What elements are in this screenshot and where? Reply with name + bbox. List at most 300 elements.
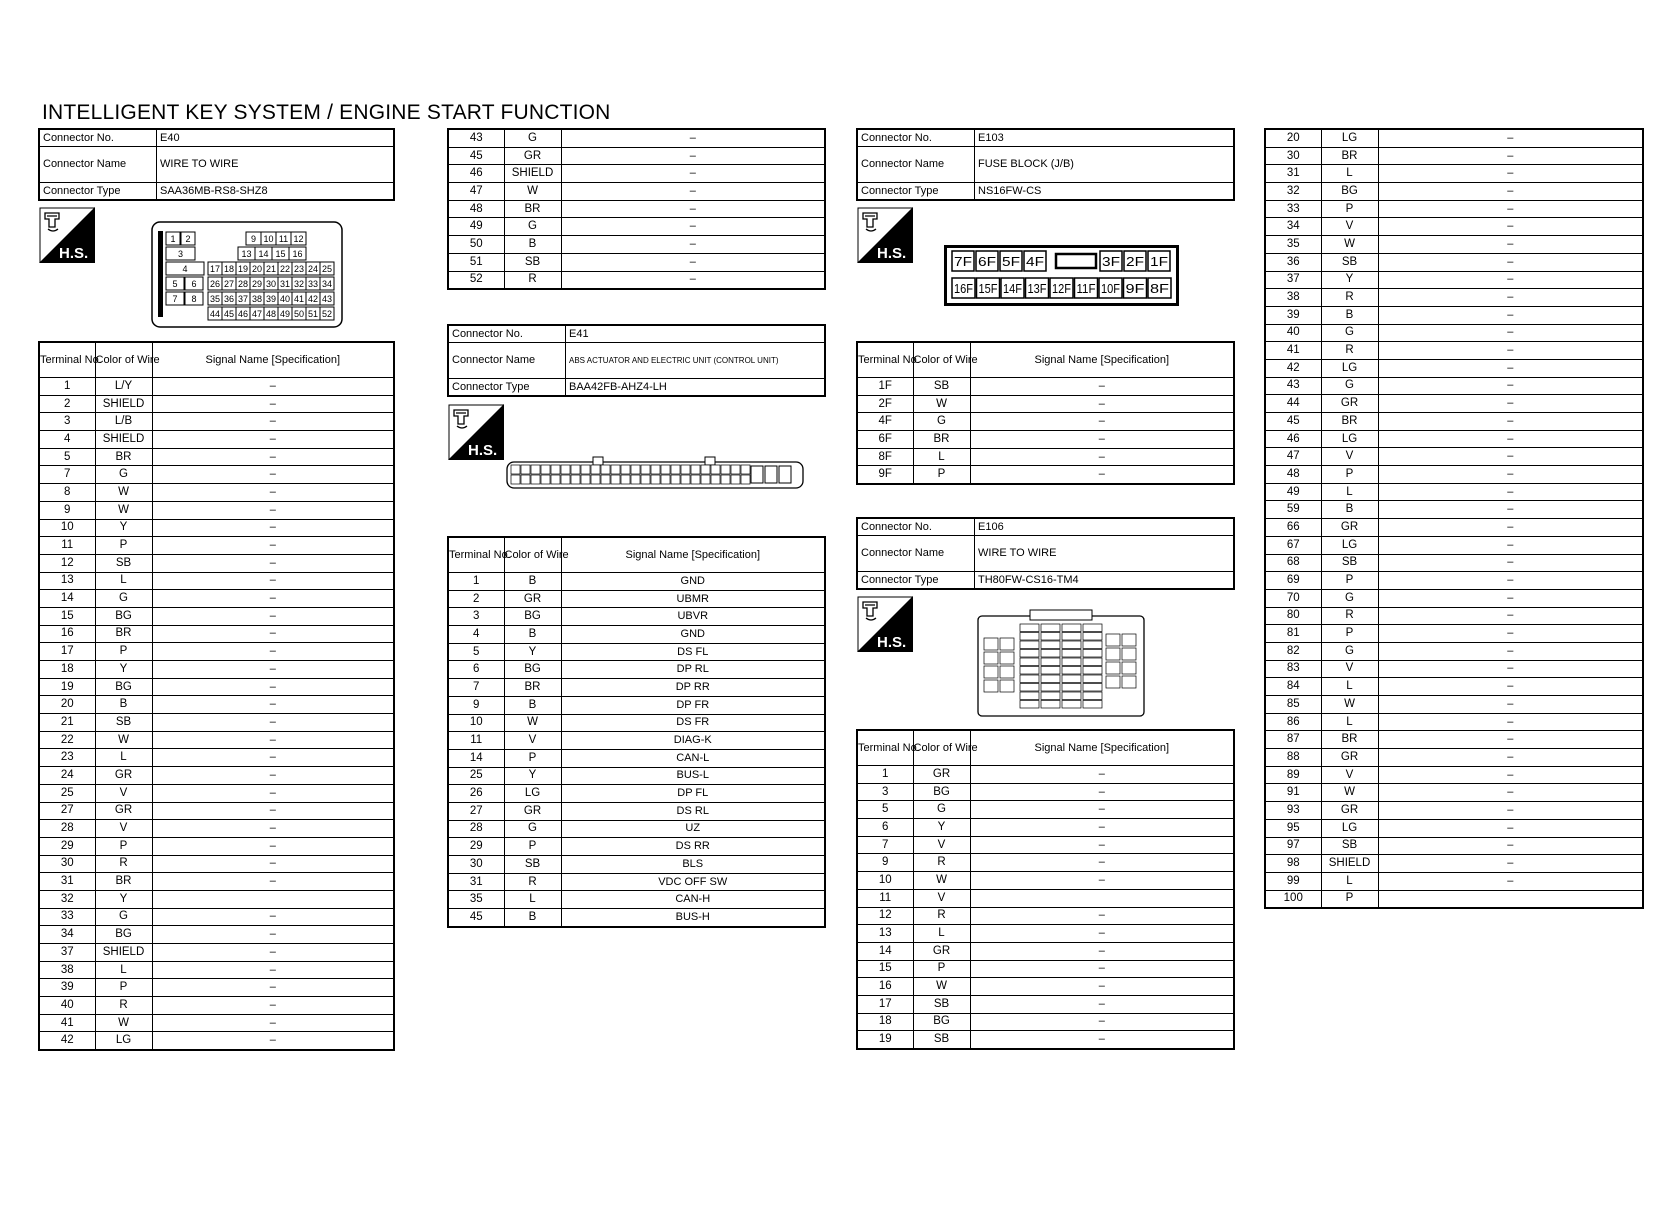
signal-name-cell: – [1378, 855, 1643, 873]
wire-color-cell: W [95, 731, 152, 749]
connector-pin [1106, 648, 1120, 660]
signal-name-cell: – [152, 661, 394, 679]
table-row [448, 271, 825, 289]
terminal-no-cell: 81 [1265, 625, 1321, 643]
table-row [1265, 218, 1643, 236]
connector-pin [1106, 662, 1120, 674]
terminal-no-cell: 84 [1265, 678, 1321, 696]
signal-name-cell: – [152, 802, 394, 820]
terminal-no-header: Terminal No. [857, 730, 913, 766]
pin-label: 12 [293, 234, 304, 244]
pin-label: 7 [172, 294, 178, 304]
connector-name-label: Connector Name [857, 536, 975, 572]
terminal-no-cell: 91 [1265, 784, 1321, 802]
harness-side-icon [39, 207, 95, 263]
wire-color-cell: V [1321, 448, 1378, 466]
wire-color-cell: R [504, 271, 561, 289]
signal-name-cell: – [1378, 607, 1643, 625]
wire-color-cell: V [95, 820, 152, 838]
pin-label: 13 [241, 249, 252, 259]
wire-color-cell: BR [95, 873, 152, 891]
signal-name-cell: – [970, 836, 1234, 854]
terminal-no-cell: 4F [857, 413, 913, 431]
connector-no-label: Connector No. [448, 325, 566, 343]
table-row [1265, 572, 1643, 590]
table-row [857, 836, 1234, 854]
signal-name-cell: – [561, 129, 825, 147]
wire-color-cell: GR [504, 802, 561, 820]
terminal-no-cell: 47 [1265, 448, 1321, 466]
wire-color-header: Color of Wire [504, 537, 561, 573]
signal-name-cell: – [152, 855, 394, 873]
terminal-no-cell: 69 [1265, 572, 1321, 590]
signal-name-cell: – [970, 448, 1234, 466]
pin-label: 1 [170, 234, 176, 244]
connector-pin [1083, 650, 1102, 658]
pin-label: 35 [209, 294, 221, 304]
terminal-no-cell: 33 [1265, 200, 1321, 218]
terminal-no-header: Terminal No. [857, 342, 913, 378]
signal-name-cell: – [1378, 324, 1643, 342]
connector-info-e103 [856, 128, 1235, 201]
terminal-no-cell: 2F [857, 395, 913, 413]
terminal-no-cell: 10 [448, 714, 504, 732]
signal-name-cell: – [152, 731, 394, 749]
terminal-no-cell: 82 [1265, 642, 1321, 660]
table-row [1265, 377, 1643, 395]
connector-pin [511, 475, 520, 484]
table-row [448, 661, 825, 679]
wire-color-cell: BG [95, 678, 152, 696]
table-row [1265, 342, 1643, 360]
wire-color-cell: P [95, 643, 152, 661]
table-row [39, 607, 394, 625]
signal-name-cell: – [970, 395, 1234, 413]
terminal-no-cell: 9 [448, 696, 504, 714]
terminal-no-cell: 13 [39, 572, 95, 590]
signal-name-cell: DS RR [561, 838, 825, 856]
connector-pin [1122, 662, 1136, 674]
terminal-no-cell: 21 [39, 714, 95, 732]
connector-no-label: Connector No. [39, 129, 157, 147]
terminal-no-cell: 29 [39, 837, 95, 855]
terminal-no-cell: 9F [857, 466, 913, 484]
table-row [1265, 660, 1643, 678]
pin-label: 48 [265, 309, 277, 319]
terminal-table-e103 [856, 341, 1235, 485]
pin-label: 12F [1052, 281, 1072, 296]
connector-no-label: Connector No. [857, 518, 975, 536]
terminal-table-e41 [447, 536, 826, 928]
harness-side-icon [448, 404, 504, 460]
table-row [1265, 642, 1643, 660]
pin-label: 31 [279, 279, 291, 289]
wire-color-cell: SB [95, 714, 152, 732]
terminal-no-cell: 33 [39, 908, 95, 926]
table-row [39, 926, 394, 944]
table-row [857, 854, 1234, 872]
signal-name-cell: – [1378, 572, 1643, 590]
signal-name-cell: DP FL [561, 785, 825, 803]
signal-name-cell: – [152, 431, 394, 449]
table-row [448, 129, 825, 147]
terminal-no-cell: 12 [39, 554, 95, 572]
connector-type-value: SAA36MB-RS8-SHZ8 [157, 183, 395, 201]
terminal-no-cell: 30 [1265, 147, 1321, 165]
signal-name-cell: – [152, 448, 394, 466]
table-row [1265, 359, 1643, 377]
terminal-no-cell: 6F [857, 431, 913, 449]
wire-color-cell: P [913, 960, 970, 978]
wire-color-cell: Y [95, 519, 152, 537]
connector-name-label: Connector Name [39, 147, 157, 183]
terminal-no-cell: 10 [857, 872, 913, 890]
signal-name-cell: DS FR [561, 714, 825, 732]
table-row [1265, 253, 1643, 271]
pin-label: 30 [265, 279, 277, 289]
wire-color-cell: L [95, 749, 152, 767]
terminal-no-cell: 40 [39, 997, 95, 1015]
table-row [39, 431, 394, 449]
wire-color-cell: P [1321, 625, 1378, 643]
table-row [1265, 165, 1643, 183]
table-row [39, 997, 394, 1015]
signal-name-cell: – [1378, 713, 1643, 731]
signal-name-header: Signal Name [Specification] [561, 537, 825, 573]
table-row [39, 678, 394, 696]
terminal-no-cell: 46 [448, 165, 504, 183]
signal-name-cell: – [1378, 253, 1643, 271]
signal-name-cell: DP RL [561, 661, 825, 679]
terminal-no-cell: 80 [1265, 607, 1321, 625]
table-row [1265, 483, 1643, 501]
terminal-no-cell: 36 [1265, 253, 1321, 271]
signal-name-cell: – [152, 413, 394, 431]
signal-name-header: Signal Name [Specification] [970, 342, 1234, 378]
terminal-no-cell: 19 [857, 1031, 913, 1049]
terminal-no-cell: 37 [1265, 271, 1321, 289]
signal-name-cell: – [152, 979, 394, 997]
connector-pin [661, 465, 670, 474]
terminal-no-cell: 45 [448, 909, 504, 927]
signal-name-cell: – [152, 1032, 394, 1050]
table-row [39, 1014, 394, 1032]
terminal-no-cell: 23 [39, 749, 95, 767]
pin-label: 2 [185, 234, 191, 244]
signal-name-cell: – [970, 819, 1234, 837]
connector-pin [1041, 692, 1060, 700]
table-row [448, 200, 825, 218]
terminal-no-cell: 27 [448, 802, 504, 820]
terminal-no-cell: 5 [448, 643, 504, 661]
terminal-no-cell: 3 [448, 608, 504, 626]
pin-label: 33 [307, 279, 319, 289]
terminal-no-cell: 86 [1265, 713, 1321, 731]
connector-pin [541, 475, 550, 484]
signal-name-cell: – [152, 643, 394, 661]
e40-connector-face [150, 220, 345, 330]
pin-label: 15F [978, 281, 998, 296]
signal-name-cell: VDC OFF SW [561, 873, 825, 891]
signal-name-cell: – [152, 749, 394, 767]
connector-no-label: Connector No. [857, 129, 975, 147]
table-row [448, 573, 825, 591]
connector-pin [521, 475, 530, 484]
wire-color-cell: W [95, 484, 152, 502]
connector-pin [631, 475, 640, 484]
table-row [857, 995, 1234, 1013]
terminal-no-cell: 27 [39, 802, 95, 820]
terminal-no-cell: 7 [39, 466, 95, 484]
signal-name-cell: – [152, 837, 394, 855]
terminal-no-cell: 31 [1265, 165, 1321, 183]
signal-name-cell: – [1378, 377, 1643, 395]
signal-name-cell: – [970, 995, 1234, 1013]
wire-color-cell: V [913, 889, 970, 907]
terminal-no-cell: 47 [448, 183, 504, 201]
terminal-no-cell: 66 [1265, 519, 1321, 537]
connector-pin [651, 475, 660, 484]
wire-color-cell: B [504, 573, 561, 591]
wire-color-cell: BG [95, 926, 152, 944]
wire-color-cell: L/Y [95, 378, 152, 396]
terminal-no-cell: 29 [448, 838, 504, 856]
wire-color-cell: P [95, 537, 152, 555]
connector-name-value: ABS ACTUATOR AND ELECTRIC UNIT (CONTROL UNIT) [566, 343, 826, 379]
signal-name-cell: – [970, 1013, 1234, 1031]
signal-name-cell: – [1378, 837, 1643, 855]
wire-color-cell: G [95, 908, 152, 926]
signal-name-cell: – [1378, 289, 1643, 307]
signal-name-cell: – [152, 501, 394, 519]
signal-name-cell: – [1378, 483, 1643, 501]
connector-pin [1041, 667, 1060, 675]
signal-name-cell: – [561, 200, 825, 218]
signal-name-cell: – [1378, 731, 1643, 749]
terminal-no-cell: 11 [857, 889, 913, 907]
wire-color-cell: L [1321, 872, 1378, 890]
terminal-no-cell: 42 [1265, 359, 1321, 377]
connector-pin [1020, 701, 1039, 709]
terminal-no-cell: 18 [39, 661, 95, 679]
table-row [39, 749, 394, 767]
table-row [448, 838, 825, 856]
connector-pin [1062, 667, 1081, 675]
wire-color-cell: SHIELD [95, 944, 152, 962]
pin-label: 4F [1026, 254, 1045, 269]
connector-pin [1122, 676, 1136, 688]
connector-pin [1041, 701, 1060, 709]
signal-name-cell: – [561, 147, 825, 165]
pin-label: 10 [263, 234, 274, 244]
connector-name-value: WIRE TO WIRE [975, 536, 1235, 572]
wire-color-cell: GR [913, 942, 970, 960]
connector-pin [741, 465, 750, 474]
terminal-no-cell: 43 [448, 129, 504, 147]
terminal-no-cell: 16 [857, 978, 913, 996]
connector-pin [1122, 634, 1136, 646]
table-row [39, 767, 394, 785]
table-row [857, 431, 1234, 449]
wire-color-cell: Y [1321, 271, 1378, 289]
table-row [39, 908, 394, 926]
table-row [39, 466, 394, 484]
table-row [1265, 802, 1643, 820]
terminal-no-cell: 59 [1265, 501, 1321, 519]
pin-label: 49 [279, 309, 291, 319]
pin-label: 8 [191, 294, 197, 304]
terminal-no-cell: 24 [39, 767, 95, 785]
table-row [39, 979, 394, 997]
wire-color-cell: BG [95, 607, 152, 625]
table-row [39, 961, 394, 979]
connector-pin [1020, 658, 1039, 666]
signal-name-cell: – [970, 942, 1234, 960]
connector-pin [1106, 676, 1120, 688]
terminal-no-cell: 45 [1265, 413, 1321, 431]
terminal-no-cell: 34 [1265, 218, 1321, 236]
pin-label: 36 [223, 294, 235, 304]
signal-name-cell: – [152, 554, 394, 572]
connector-pin [621, 475, 630, 484]
pin-label: 52 [321, 309, 333, 319]
table-row [448, 820, 825, 838]
wire-color-cell: SHIELD [95, 431, 152, 449]
connector-pin [1000, 652, 1014, 664]
connector-pin [1083, 658, 1102, 666]
connector-pin [1020, 692, 1039, 700]
wire-color-cell: W [913, 395, 970, 413]
pin-label: 37 [237, 294, 249, 304]
signal-name-header: Signal Name [Specification] [152, 342, 394, 378]
signal-name-cell: – [1378, 413, 1643, 431]
connector-pin [1083, 624, 1102, 632]
signal-name-cell: – [970, 960, 1234, 978]
signal-name-cell: – [1378, 236, 1643, 254]
wire-color-cell: L [1321, 713, 1378, 731]
pin-label: 45 [223, 309, 235, 319]
terminal-no-cell: 8 [39, 484, 95, 502]
connector-no-value: E40 [157, 129, 395, 147]
terminal-no-cell: 6 [448, 661, 504, 679]
signal-name-cell: – [152, 607, 394, 625]
wire-color-cell: BG [504, 661, 561, 679]
pin-label: 8F [1150, 281, 1170, 296]
terminal-no-cell: 16 [39, 625, 95, 643]
connector-pin [1000, 680, 1014, 692]
signal-name-cell: – [970, 872, 1234, 890]
terminal-no-cell: 48 [1265, 466, 1321, 484]
wire-color-cell: L [1321, 678, 1378, 696]
terminal-no-cell: 50 [448, 236, 504, 254]
wire-color-cell: BR [1321, 413, 1378, 431]
connector-pin [1000, 638, 1014, 650]
wire-color-cell: B [504, 626, 561, 644]
wire-color-cell: BR [504, 200, 561, 218]
connector-pin [571, 465, 580, 474]
wire-color-cell: SB [913, 1031, 970, 1049]
table-row [448, 749, 825, 767]
wire-color-cell: SB [1321, 837, 1378, 855]
connector-pin [1083, 692, 1102, 700]
table-row [448, 785, 825, 803]
connector-pin [721, 475, 730, 484]
wire-color-cell: L/B [95, 413, 152, 431]
signal-name-cell: – [1378, 147, 1643, 165]
wire-color-cell: P [95, 837, 152, 855]
table-row [39, 714, 394, 732]
pin-label: 1F [1150, 254, 1169, 269]
connector-type-label: Connector Type [857, 183, 975, 201]
connector-pin [1041, 641, 1060, 649]
connector-pin [601, 475, 610, 484]
wire-color-cell: GR [1321, 395, 1378, 413]
wire-color-cell: P [95, 979, 152, 997]
terminal-no-cell: 1 [39, 378, 95, 396]
terminal-no-cell: 67 [1265, 536, 1321, 554]
table-row [39, 643, 394, 661]
connector-pin [1062, 650, 1081, 658]
terminal-no-cell: 19 [39, 678, 95, 696]
pin-label: 16F [954, 281, 974, 296]
wire-color-cell: BR [1321, 147, 1378, 165]
connector-pin [591, 465, 600, 474]
connector-pin [1083, 641, 1102, 649]
signal-name-cell: – [152, 997, 394, 1015]
table-row [1265, 466, 1643, 484]
table-row [1265, 430, 1643, 448]
table-row [1265, 519, 1643, 537]
wire-color-cell: LG [1321, 536, 1378, 554]
table-row [1265, 678, 1643, 696]
pin-label: 9F [1125, 281, 1145, 296]
wire-color-cell: GR [95, 802, 152, 820]
connector-pin [1083, 701, 1102, 709]
terminal-no-cell: 30 [448, 856, 504, 874]
wire-color-cell: L [913, 448, 970, 466]
table-row [39, 413, 394, 431]
terminal-no-cell: 1F [857, 378, 913, 396]
terminal-no-cell: 38 [39, 961, 95, 979]
terminal-table-e40-continued [447, 128, 826, 290]
terminal-no-cell: 6 [857, 819, 913, 837]
connector-pin [1122, 648, 1136, 660]
table-row [39, 837, 394, 855]
connector-pin [701, 465, 710, 474]
signal-name-cell: GND [561, 626, 825, 644]
wire-color-cell: P [504, 749, 561, 767]
wire-color-cell: GR [504, 147, 561, 165]
connector-pin [1062, 624, 1081, 632]
signal-name-cell: – [970, 907, 1234, 925]
wire-color-cell: LG [504, 785, 561, 803]
connector-pin [984, 666, 998, 678]
wire-color-cell: BG [913, 783, 970, 801]
table-row [857, 801, 1234, 819]
connector-pin [551, 465, 560, 474]
wire-color-cell: V [1321, 218, 1378, 236]
connector-pin [1041, 650, 1060, 658]
signal-name-cell: – [970, 854, 1234, 872]
wire-color-cell: BG [504, 608, 561, 626]
wire-color-header: Color of Wire [913, 730, 970, 766]
connector-pin [1020, 675, 1039, 683]
terminal-no-cell: 13 [857, 925, 913, 943]
connector-no-value: E41 [566, 325, 826, 343]
terminal-no-cell: 9 [39, 501, 95, 519]
wire-color-cell: G [504, 218, 561, 236]
signal-name-cell: – [1378, 696, 1643, 714]
